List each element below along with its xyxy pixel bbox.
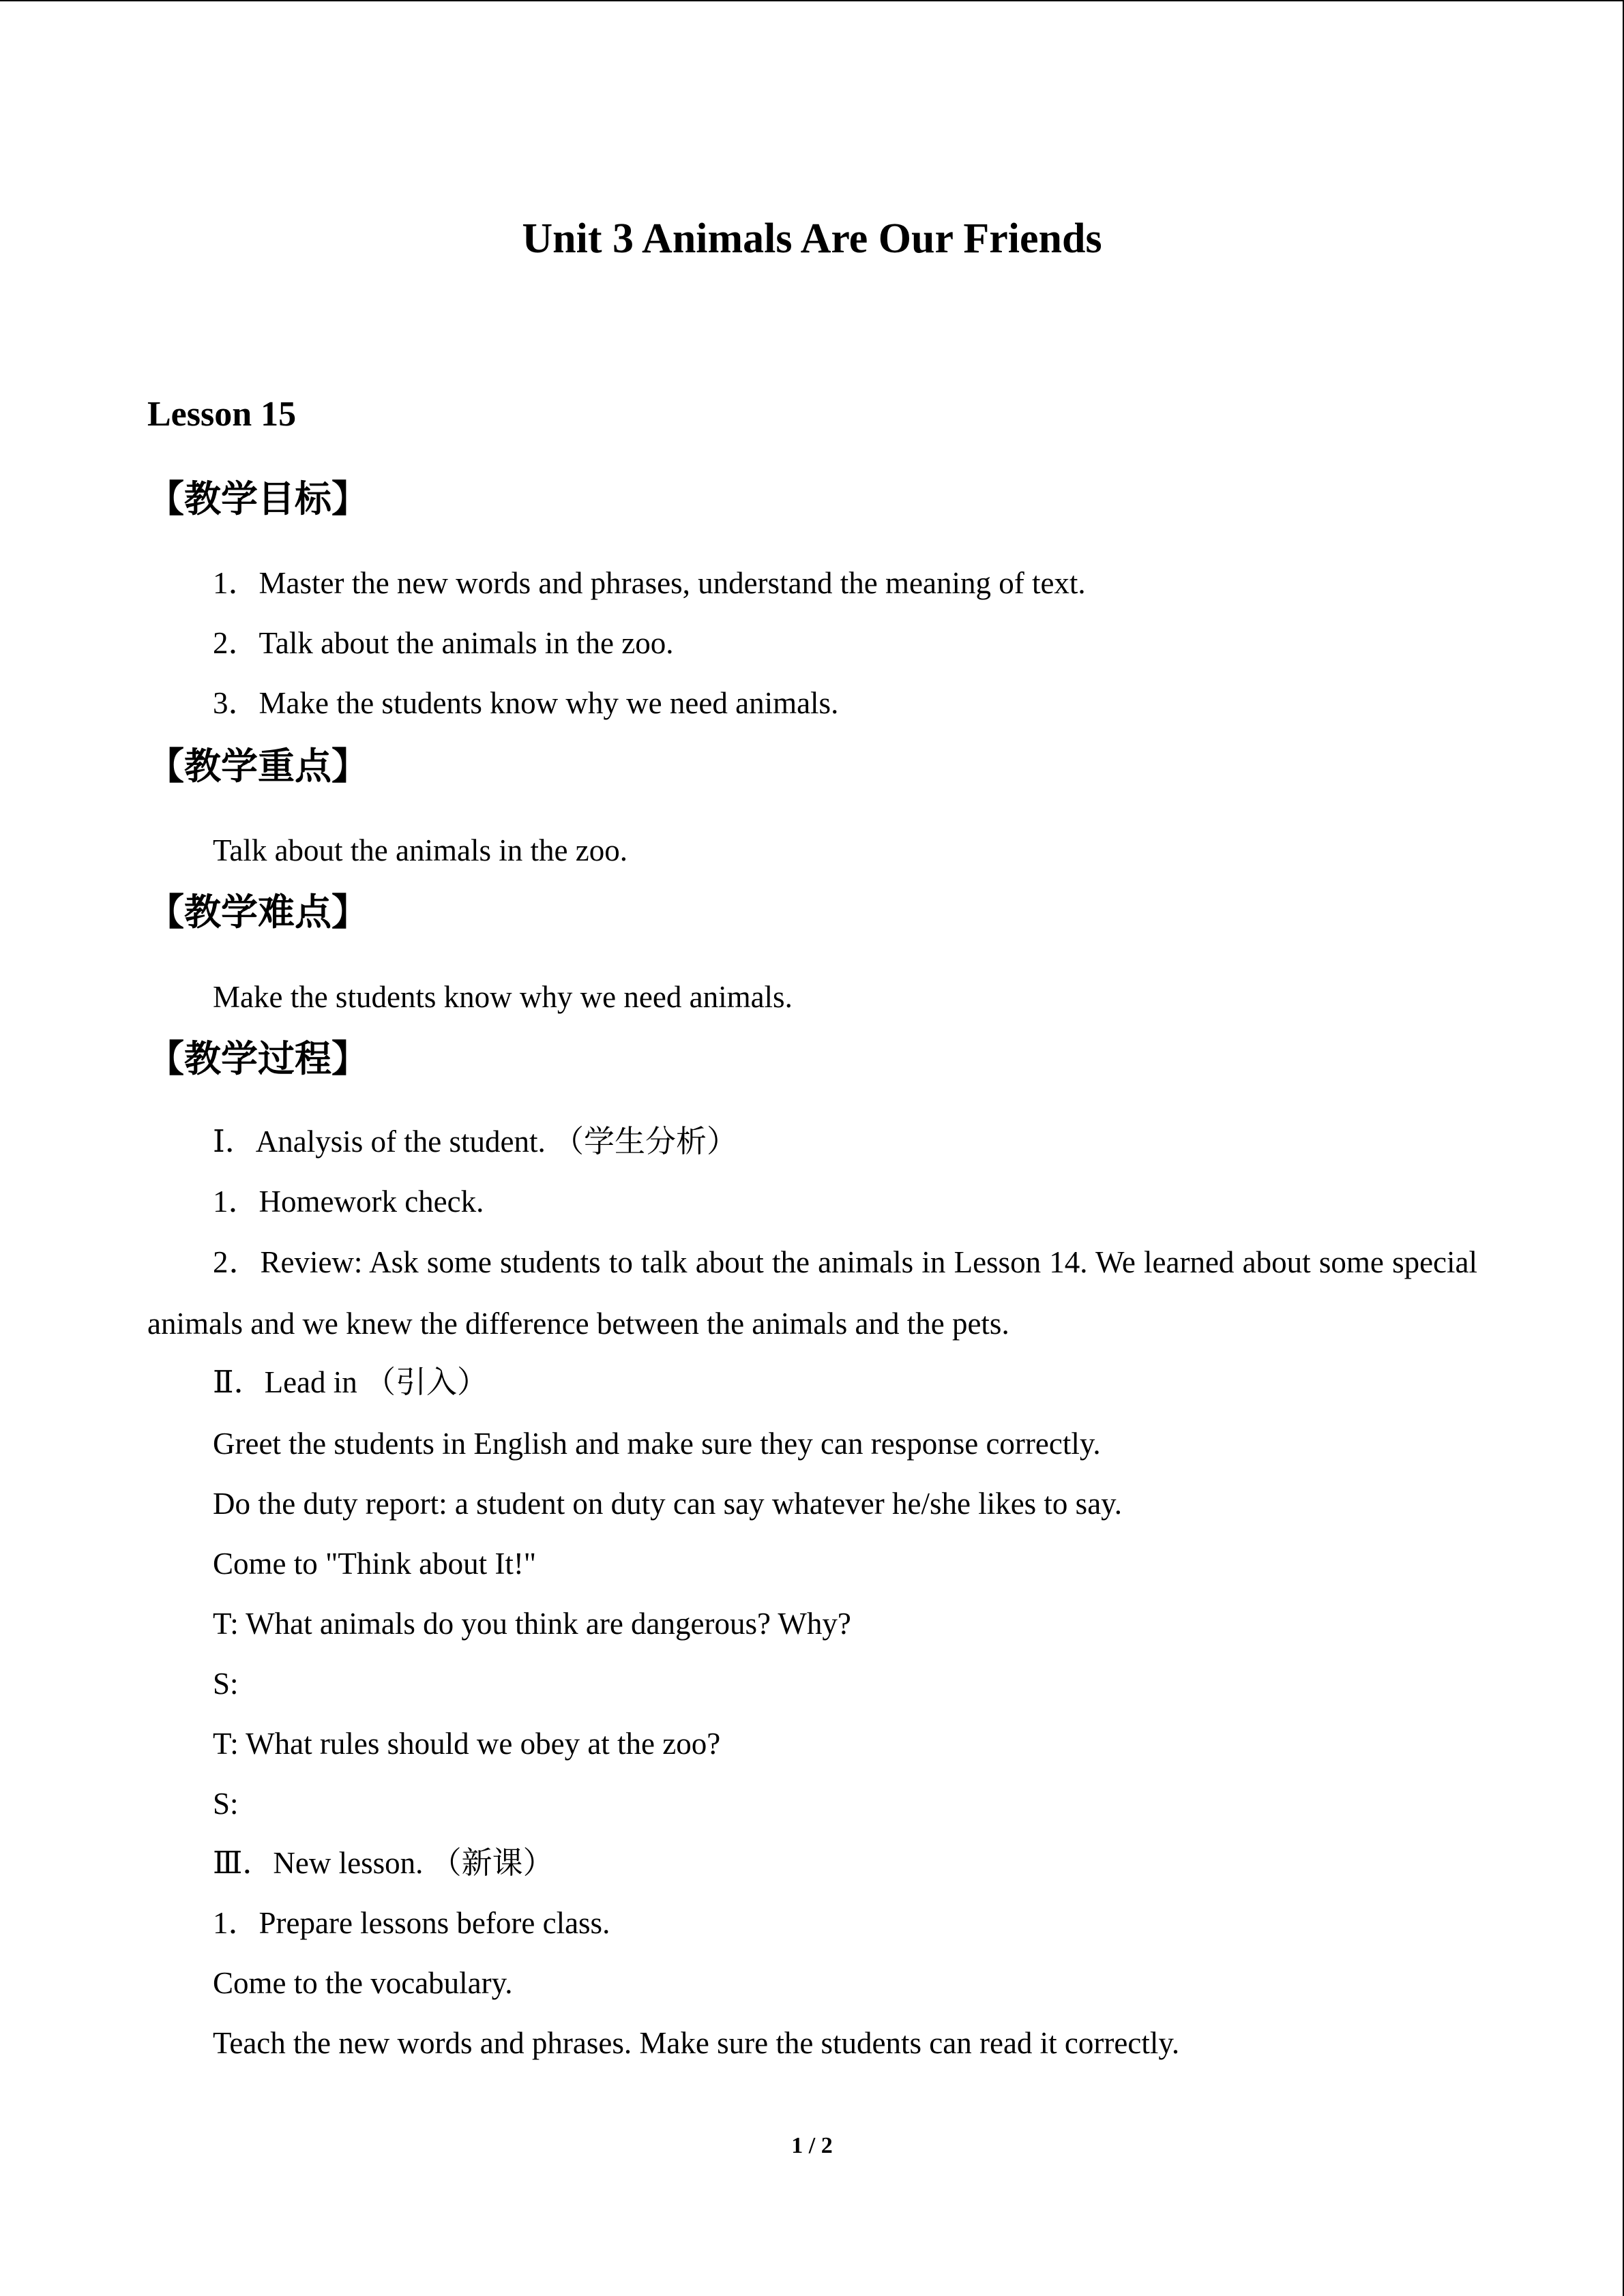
- document-title: Unit 3 Animals Are Our Friends: [522, 215, 1102, 262]
- difficulties-heading: 【教学难点】: [147, 891, 368, 934]
- key-points-heading: 【教学重点】: [147, 745, 368, 788]
- difficulties-text: Make the students know why we need animals.: [213, 980, 793, 1014]
- process-line: Come to "Think about It!": [213, 1547, 537, 1581]
- part1-title: Ⅰ．Analysis of the student. （学生分析）: [213, 1124, 737, 1159]
- objective-item: 1．Master the new words and phrases, understand the meaning of text.: [213, 566, 1086, 600]
- part2-title: Ⅱ．Lead in （引入）: [213, 1365, 488, 1399]
- process-line: Do the duty report: a student on duty can say whatever he/she likes to say.: [213, 1487, 1122, 1521]
- part3-title: Ⅲ．New lesson. （新课）: [213, 1846, 554, 1880]
- process-line: S:: [213, 1787, 239, 1821]
- objective-item: 3．Make the students know why we need animals.: [213, 686, 839, 720]
- lesson-heading: Lesson 15: [147, 395, 297, 434]
- process-line: T: What animals do you think are dangerous? Why?: [213, 1607, 851, 1641]
- process-line: Come to the vocabulary.: [213, 1966, 513, 2000]
- process-line: T: What rules should we obey at the zoo?: [213, 1727, 721, 1761]
- key-points-text: Talk about the animals in the zoo.: [213, 833, 628, 867]
- page-indicator: 1 / 2: [791, 2133, 833, 2158]
- process-line: 1．Prepare lessons before class.: [213, 1906, 610, 1940]
- objective-item: 2．Talk about the animals in the zoo.: [213, 626, 674, 660]
- review-paragraph: 2．Review: Ask some students to talk about the animals in Lesson 14. We learned about some special animals and we knew the difference between the animals and the pets.: [147, 1245, 1477, 1341]
- process-line: S:: [213, 1667, 239, 1701]
- process-heading: 【教学过程】: [147, 1037, 368, 1080]
- process-line: Greet the students in English and make sure they can response correctly.: [213, 1427, 1101, 1461]
- objectives-heading: 【教学目标】: [147, 477, 368, 520]
- process-line: 1．Homework check.: [213, 1184, 484, 1219]
- process-line: Teach the new words and phrases. Make sure the students can read it correctly.: [213, 2026, 1180, 2060]
